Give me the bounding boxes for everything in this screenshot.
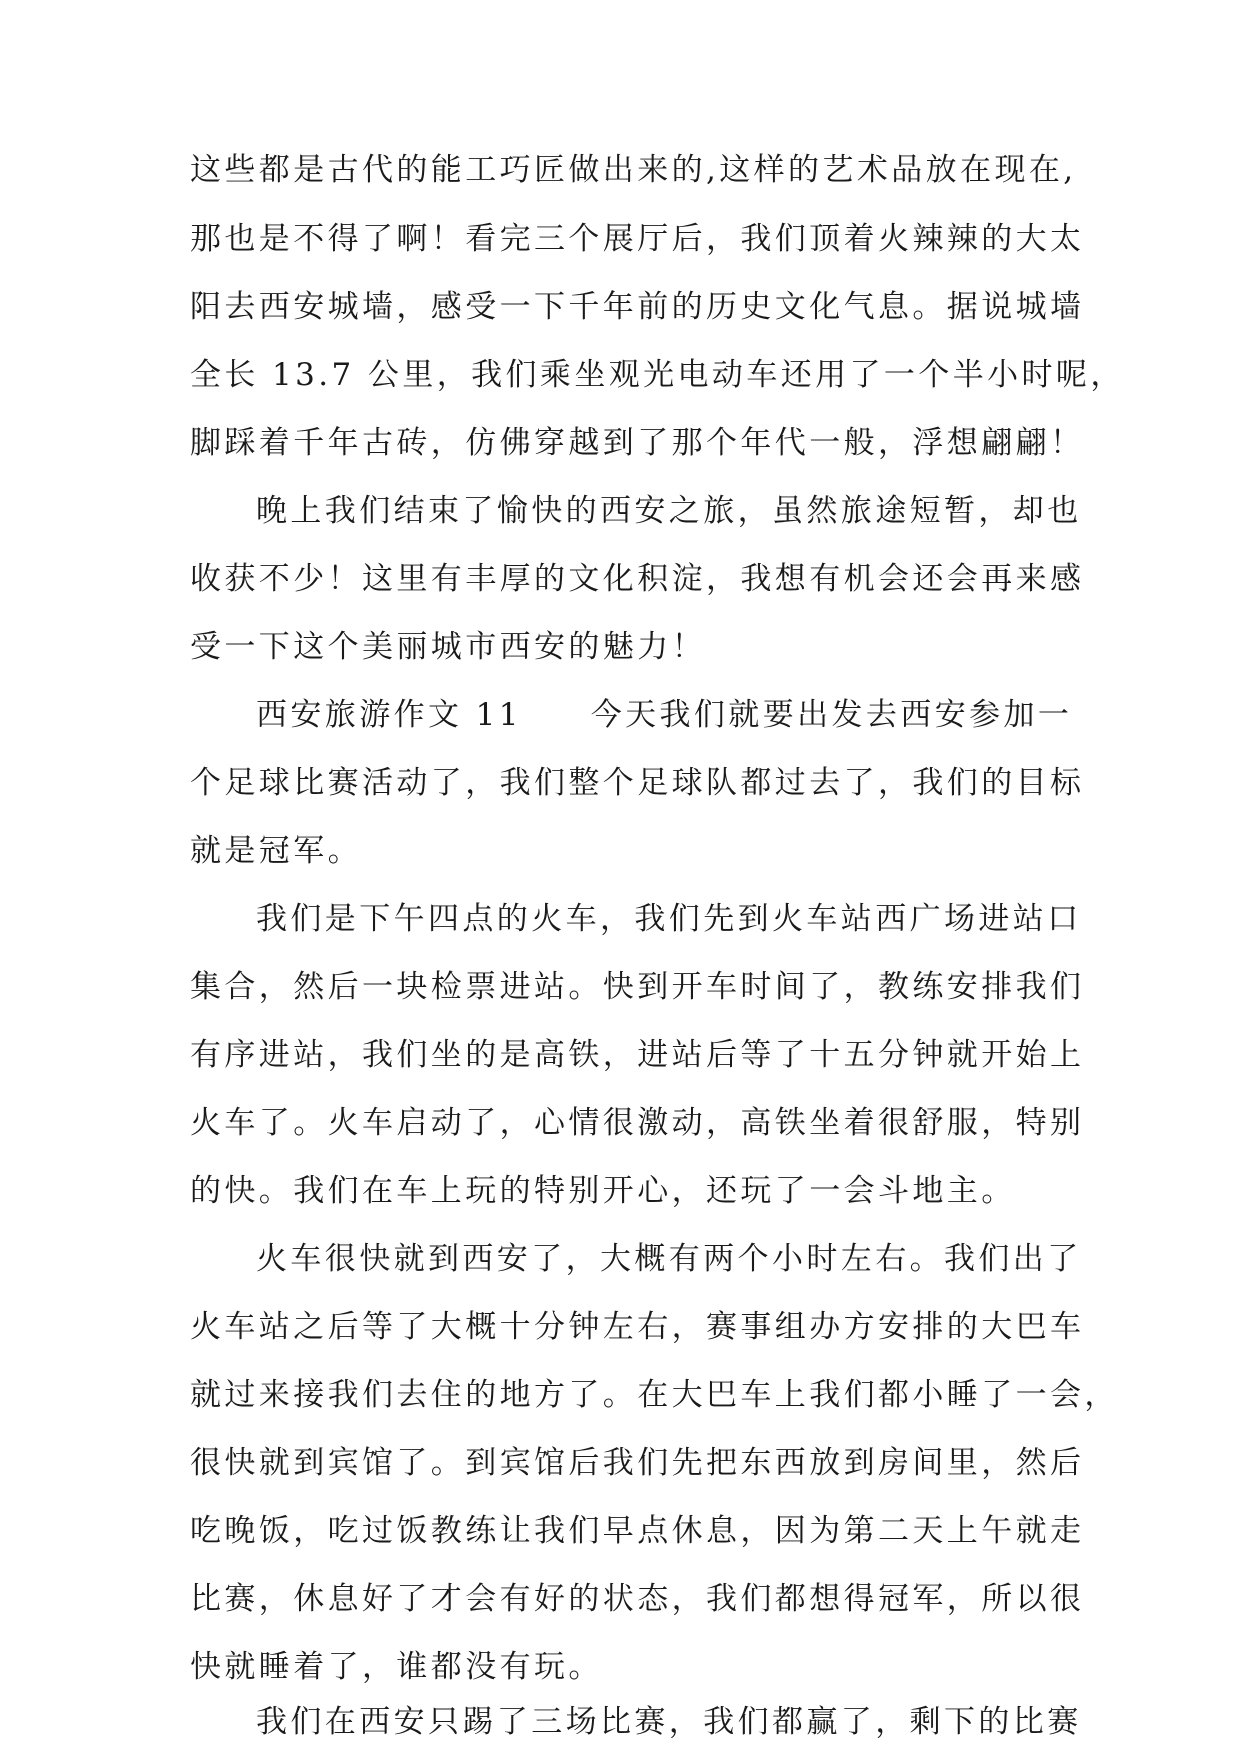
text-line: 那也是不得了啊！看完三个展厅后，我们顶着火辣辣的大太 xyxy=(190,221,1085,257)
text-line: 受一下这个美丽城市西安的魅力！ xyxy=(190,629,706,665)
paragraph-first-line: 我们是下午四点的火车，我们先到火车站西广场进站口 xyxy=(256,901,1082,937)
text-line: 吃晚饭，吃过饭教练让我们早点休息，因为第二天上午就走 xyxy=(190,1513,1085,1549)
text-line: 火车站之后等了大概十分钟左右，赛事组办方安排的大巴车 xyxy=(190,1309,1085,1345)
paragraph-first-line: 晚上我们结束了愉快的西安之旅，虽然旅途短暂，却也 xyxy=(256,493,1082,529)
text-line: 比赛，休息好了才会有好的状态，我们都想得冠军，所以很 xyxy=(190,1581,1085,1617)
paragraph-first-line: 火车很快就到西安了，大概有两个小时左右。我们出了 xyxy=(256,1241,1082,1277)
text-line: 就是冠军。 xyxy=(190,833,362,869)
text-line: 的快。我们在车上玩的特别开心，还玩了一会斗地主。 xyxy=(190,1173,1016,1209)
text-line: 有序进站，我们坐的是高铁，进站后等了十五分钟就开始上 xyxy=(190,1037,1085,1073)
text-line: 脚踩着千年古砖，仿佛穿越到了那个年代一般，浮想翩翩！ xyxy=(190,425,1085,461)
text-line: 快就睡着了，谁都没有玩。 xyxy=(190,1649,603,1685)
text-line: 火车了。火车启动了，心情很激动，高铁坐着很舒服，特别 xyxy=(190,1105,1085,1141)
text-line: 这些都是古代的能工巧匠做出来的,这样的艺术品放在现在, xyxy=(190,152,1077,188)
paragraph-first-line: 我们在西安只踢了三场比赛，我们都赢了，剩下的比赛 xyxy=(256,1704,1082,1740)
text-line: 收获不少！这里有丰厚的文化积淀，我想有机会还会再来感 xyxy=(190,561,1085,597)
text-line: 集合，然后一块检票进站。快到开车时间了，教练安排我们 xyxy=(190,969,1085,1005)
text-line: 很快就到宾馆了。到宾馆后我们先把东西放到房间里，然后 xyxy=(190,1445,1085,1481)
text-line: 阳去西安城墙，感受一下千年前的历史文化气息。据说城墙 xyxy=(190,289,1085,325)
text-line: 全长 13.7 公里，我们乘坐观光电动车还用了一个半小时呢， xyxy=(190,357,1125,393)
section-heading-line: 西安旅游作文 11 今天我们就要出发去西安参加一 xyxy=(256,697,1073,733)
text-line: 就过来接我们去住的地方了。在大巴车上我们都小睡了一会， xyxy=(190,1377,1119,1413)
text-line: 个足球比赛活动了，我们整个足球队都过去了，我们的目标 xyxy=(190,765,1085,801)
